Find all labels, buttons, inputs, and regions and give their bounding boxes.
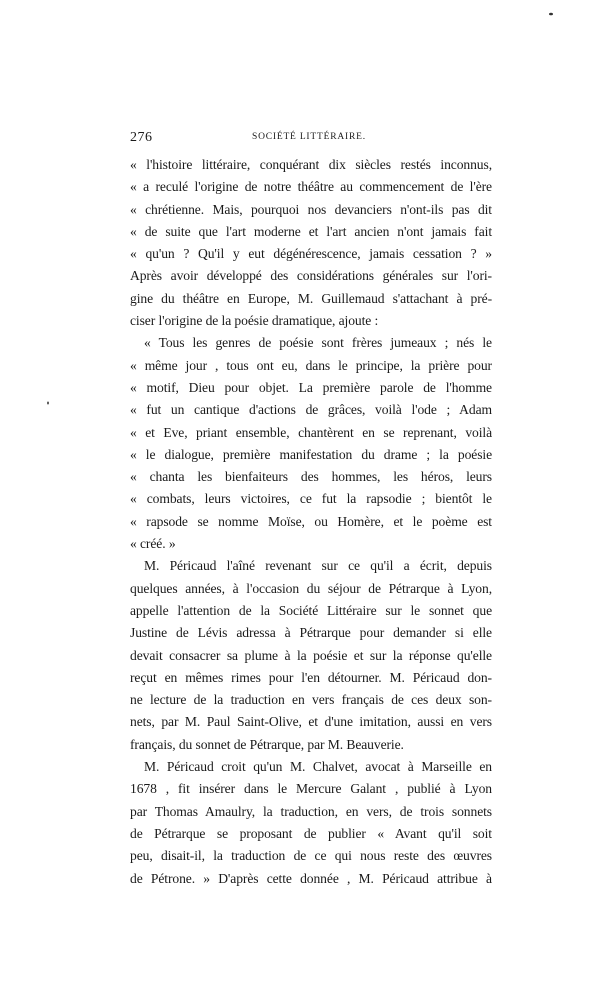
text-line: nets, par M. Paul Saint-Olive, et d'une imitation, aussi en vers (130, 714, 492, 730)
text-line: Justine de Lévis adressa à Pétrarque pour demander si elle (130, 625, 492, 641)
text-line: gine du théâtre en Europe, M. Guillemaud s'attachant à pré- (130, 290, 492, 306)
text-line: « chrétienne. Mais, pourquoi nos devanciers n'ont-ils pas dit (130, 201, 492, 217)
text-line: « créé. » (130, 536, 176, 552)
body-text (130, 154, 492, 890)
text-line: ne lecture de la traduction en vers français de ces deux son- (130, 692, 492, 708)
text-line: ciser l'origine de la poésie dramatique, ajoute : (130, 313, 379, 329)
text-line: « motif, Dieu pour objet. La première parole de l'homme (130, 379, 492, 395)
text-line: par Thomas Amaulry, la traduction, en vers, de trois sonnets (130, 803, 492, 819)
text-line: « même jour , tous ont eu, dans le principe, la prière pour (130, 357, 492, 373)
scan-speck (47, 402, 49, 405)
text-line: devait consacrer sa plume à la poésie et sur la réponse qu'elle (130, 647, 492, 663)
text-line: « combats, leurs victoires, ce fut la rapsodie ; bientôt le (130, 491, 492, 507)
text-line: « l'histoire littéraire, conquérant dix siècles restés inconnus, (130, 157, 492, 172)
text-line: « a reculé l'origine de notre théâtre au commencement de l'ère (130, 179, 492, 195)
text-line: « et Eve, priant ensemble, chantèrent en se reprenant, voilà (130, 424, 492, 440)
text-line: « qu'un ? Qu'il y eut dégénérescence, jamais cessation ? » (130, 246, 492, 262)
scan-speck (549, 13, 553, 16)
text-line: de Pétrarque se proposant de publier « Avant qu'il soit (130, 825, 492, 841)
text-line: peu, disait-il, la traduction de ce qui nous reste des œuvres (130, 848, 492, 864)
text-line: français, du sonnet de Pétrarque, par M. Beauverie. (130, 736, 404, 752)
text-line: Après avoir développé des considérations générales sur l'ori- (130, 268, 492, 284)
text-line: M. Péricaud l'aîné revenant sur ce qu'il a écrit, depuis (144, 558, 492, 574)
text-line: reçut en mêmes rimes pour l'en détourner. M. Péricaud don- (130, 669, 492, 685)
page-number: 276 (130, 130, 153, 145)
text-line: « de suite que l'art moderne et l'art ancien n'ont jamais fait (130, 223, 492, 239)
text-line: « chanta les bienfaiteurs des hommes, les héros, leurs (130, 469, 492, 485)
text-line: appelle l'attention de la Société Littéraire sur le sonnet que (130, 602, 492, 618)
text-line: quelques années, à l'occasion du séjour de Pétrarque à Lyon, (130, 580, 492, 596)
text-line: 1678 , fit insérer dans le Mercure Galant , publié à Lyon (130, 781, 492, 797)
text-line: de Pétrone. » D'après cette donnée , M. Péricaud attribue à (130, 870, 492, 886)
page-header (130, 130, 492, 148)
text-line: M. Péricaud croit qu'un M. Chalvet, avocat à Marseille en (144, 759, 492, 775)
text-line: « Tous les genres de poésie sont frères jumeaux ; nés le (144, 335, 492, 351)
text-line: « le dialogue, première manifestation du drame ; la poésie (130, 446, 492, 462)
running-head: SOCIÉTÉ LITTÉRAIRE. (252, 132, 366, 142)
text-line: « rapsode se nomme Moïse, ou Homère, et le poème est (130, 513, 492, 529)
text-line: « fut un cantique d'actions de grâces, voilà l'ode ; Adam (130, 402, 492, 418)
